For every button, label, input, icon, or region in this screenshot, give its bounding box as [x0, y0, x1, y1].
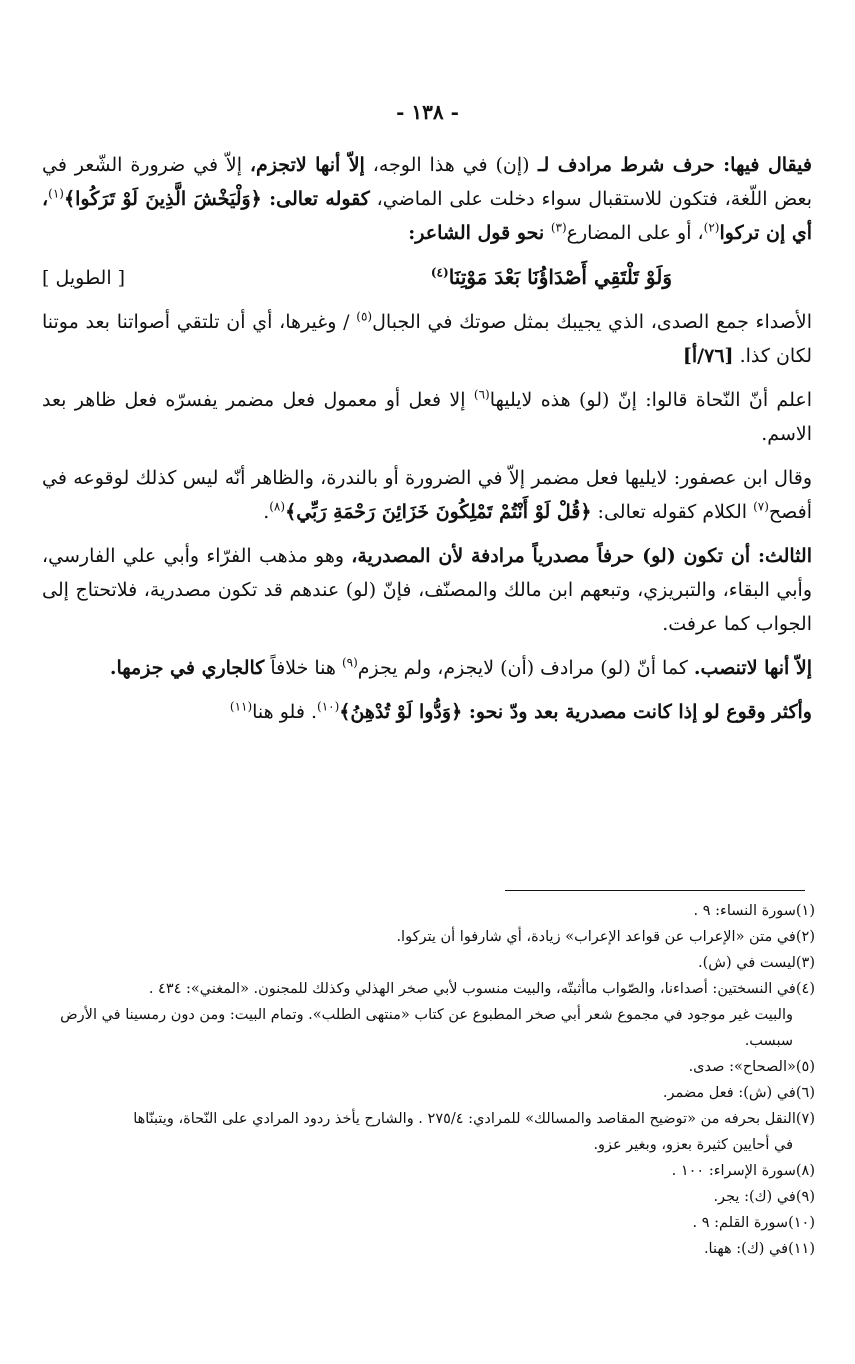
- quran-verse: ﴿وَلْيَخْشَ الَّذِينَ لَوْ تَرَكُوا﴾: [63, 188, 262, 210]
- text: الكلام كقوله تعالى:: [591, 501, 754, 523]
- text-bold: وأكثر وقوع لو إذا كانت مصدرية بعد ودّ نحو:: [462, 701, 812, 723]
- footnote-continuation: في أحايين كثيرة بعزو، وبغير عزو.: [593, 1137, 793, 1153]
- verse-words: وَلَوْ تَلْتَقِي أَصْدَاؤُنَا بَعْدَ مَوْتِنَا: [448, 265, 672, 289]
- footnote-ref: (٦): [473, 387, 490, 402]
- footnote-text: في متن «الإعراب عن قواعد الإعراب» زيادة، أي شارفوا أن يتركوا.: [396, 929, 796, 945]
- footnote-ref: (٤): [430, 265, 449, 280]
- footnote-10: [60, 1210, 815, 1236]
- footnote-text: «الصحاح»: صدى.: [688, 1059, 796, 1075]
- footnote-text: سورة القلم: ٩ .: [692, 1215, 789, 1231]
- paragraph-3: [42, 383, 812, 451]
- text: وهو مذهب الفرّاء وأبي علي الفارسي، وأبي البقاء، والتبريزي، وتبعهم ابن مالك والمصنّف، فإنّ (لو) عندهم قد تكون مصدرية، فلاتحتاج إلى الجواب كما عرفت.: [42, 545, 812, 635]
- footnote-ref: (٥): [356, 309, 373, 324]
- text-bold: فيقال فيها: حرف شرط مرادف لـ: [529, 154, 812, 176]
- footnote-text: ليست في (ش).: [698, 955, 796, 971]
- paragraph-5: [42, 539, 812, 641]
- text: ، أو على المضارع: [566, 222, 704, 244]
- footnote-4: [60, 976, 815, 1054]
- text: وقال ابن عصفور: لايليها فعل مضمر إلاّ في الضرورة أو بالندرة، والظاهر أنّه ليس كذلك لوقوعه في أفصح: [42, 467, 812, 523]
- footnote-number: (٧): [795, 1111, 815, 1127]
- footnote-number: (٥): [795, 1059, 815, 1075]
- text-bold: الثالث: أن تكون (لو) حرفاً مصدرياً مرادفة لأن المصدرية،: [351, 545, 812, 567]
- footnote-11: [60, 1236, 815, 1262]
- text-bold: إلاّ أنها لاتجزم،: [249, 154, 365, 176]
- footnote-3: [60, 950, 815, 976]
- footnote-7: [60, 1106, 815, 1158]
- footnote-continuation: والبيت غير موجود في مجموع شعر أبي صخر المطبوع عن كتاب «منتهى الطلب». وتمام البيت: ومن دون رمسينا في الأرض سبسب.: [60, 1007, 793, 1049]
- footnote-5: [60, 1054, 815, 1080]
- footnote-text: في (ك): ههنا.: [703, 1241, 789, 1257]
- footnote-text: سورة الإسراء: ١٠٠ .: [671, 1163, 796, 1179]
- poetic-meter: [ الطويل ]: [42, 267, 126, 289]
- footnote-8: [60, 1158, 815, 1184]
- footnote-number: (٦): [795, 1085, 815, 1101]
- footnote-number: (١٠): [788, 1215, 815, 1231]
- footnote-number: (١): [795, 903, 815, 919]
- page-number: - ١٣٨ -: [396, 100, 459, 124]
- footnote-number: (٢): [795, 929, 815, 945]
- quran-verse: ﴿قُلْ لَوْ أَنْتُمْ تَمْلِكُونَ خَزَائِنَ رَحْمَةِ رَبِّي﴾: [285, 501, 592, 523]
- footnote-ref: (٢): [703, 220, 720, 235]
- text-bold: ، أي إن تركوا: [42, 188, 812, 244]
- text: .: [263, 501, 270, 523]
- footnote-6: [60, 1080, 815, 1106]
- footnote-text: في (ك): يجر.: [713, 1189, 796, 1205]
- paragraph-4: [42, 461, 812, 529]
- footnote-9: [60, 1184, 815, 1210]
- footnote-number: (١١): [788, 1241, 815, 1257]
- text: . فلو هنا: [252, 701, 317, 723]
- text-bold: كقوله تعالى:: [261, 188, 370, 210]
- footnote-ref: (٩): [341, 655, 358, 670]
- text-bold: نحو قول الشاعر:: [408, 222, 551, 244]
- quran-verse: ﴿وَدُّوا لَوْ تُدْهِنُ﴾: [339, 701, 463, 723]
- footnote-number: (٣): [795, 955, 815, 971]
- footnote-text: في (ش): فعل مضمر.: [662, 1085, 796, 1101]
- footnote-ref: (١): [48, 186, 64, 201]
- text-bold: كالجاري في جزمها.: [109, 657, 265, 679]
- text: / وغيرها، أي أن تلتقي أصواتنا بعد موتنا لكان كذا.: [42, 311, 812, 367]
- footnote-number: (٤): [795, 981, 815, 997]
- footnote-divider: [505, 890, 805, 891]
- paragraph-1: [42, 148, 812, 250]
- footnote-ref: (١١): [229, 699, 253, 714]
- paragraph-6: [42, 651, 812, 685]
- footnote-ref: (٧): [753, 499, 769, 514]
- paragraph-7: [42, 695, 812, 729]
- poetry-verse: [42, 260, 812, 295]
- footnote-number: (٨): [795, 1163, 815, 1179]
- text-bold: إلاّ أنها لاتنصب.: [693, 657, 812, 679]
- footnote-1: [60, 898, 815, 924]
- footnote-ref: (٣): [550, 220, 567, 235]
- footnote-text: في النسختين: أصداءنا، والصّواب ماأثبتّه، والبيت منسوب لأبي صخر الهذلي وكذلك للمجنون. «المغني»: ٤٣٤ .: [148, 981, 796, 997]
- footnote-ref: (٨): [269, 499, 286, 514]
- footnote-2: [60, 924, 815, 950]
- text: (إن) في هذا الوجه،: [364, 154, 530, 176]
- manuscript-folio-ref: [٧٦/أ]: [682, 345, 734, 367]
- text: إلا فعل أو معمول فعل مضمر يفسرّه فعل ظاهر بعد الاسم.: [42, 389, 812, 445]
- footnote-text: سورة النساء: ٩ .: [693, 903, 796, 919]
- main-text: [42, 148, 812, 739]
- verse-text: [431, 260, 812, 294]
- text: الأصداء جمع الصدى، الذي يجيبك بمثل صوتك في الجبال: [372, 311, 812, 333]
- footnote-text: النقل بحرفه من «توضيح المقاصد والمسالك» للمرادي: ٢٧٥/٤ . والشارح يأخذ ردود المرادي على النّحاة، ويتبنّاها: [133, 1111, 796, 1127]
- footnote-number: (٩): [795, 1189, 815, 1205]
- paragraph-2: [42, 305, 812, 373]
- text: كما أنّ (لو) مرادف (أن) لايجزم، ولم يجزم: [357, 657, 694, 679]
- text: اعلم أنّ النّحاة قالوا: إنّ (لو) هذه لايليها: [489, 389, 812, 411]
- text: إلاّ في ضرورة الشّعر في بعض اللّغة، فتكون للاستقبال سواء دخلت على الماضي،: [42, 154, 812, 210]
- footnotes: [60, 898, 815, 1262]
- text: هنا خلافاً: [264, 657, 342, 679]
- footnote-ref: (١٠): [317, 699, 340, 714]
